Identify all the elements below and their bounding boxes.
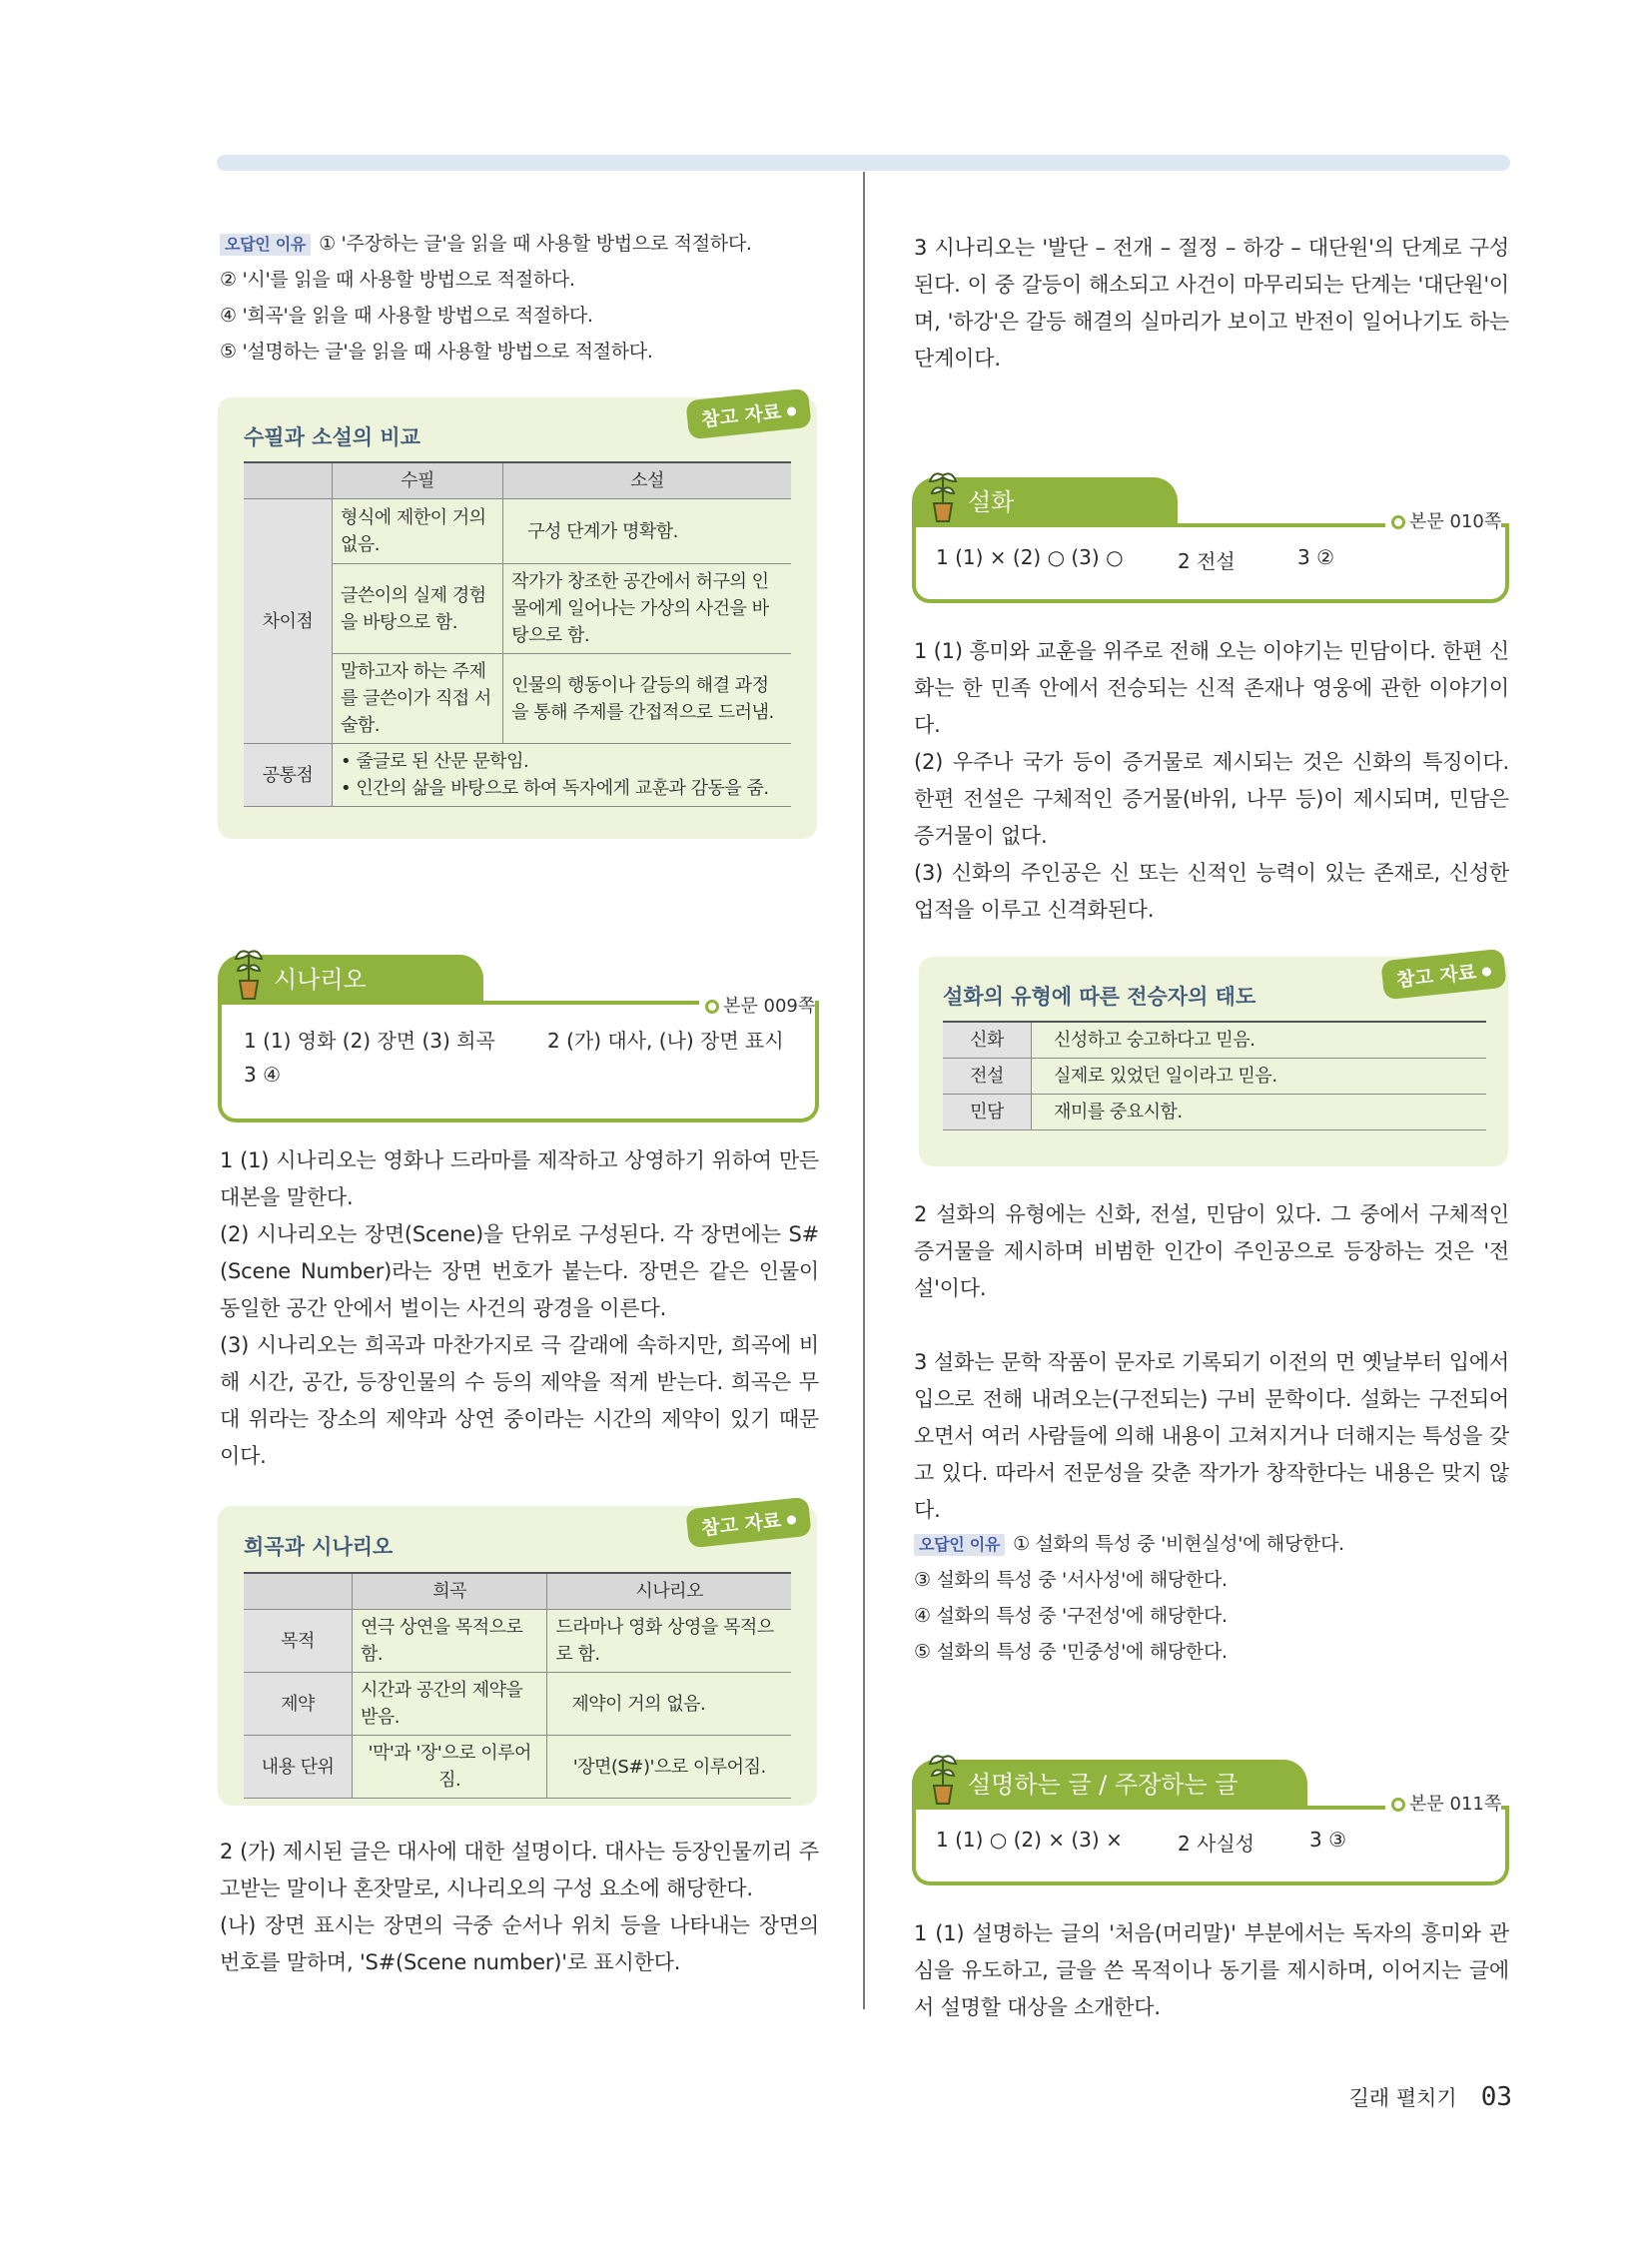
explain-paragraph: 1 (1) 시나리오는 영화나 드라마를 제작하고 상영하기 위하여 만든 대본을 말한다. (220, 1148, 819, 1209)
col-header-drama: 희곡 (353, 1573, 547, 1610)
explain-paragraph: (3) 시나리오는 희곡과 마찬가지로 극 갈래에 속하지만, 희곡에 비해 시간, 공간, 등장인물의 수 등의 제약을 적게 받는다. 희곡은 무대 위라는 장소의 제약과 상연 중이라는 시간의 제약이 있기 때문이다. (220, 1333, 819, 1468)
row-header: 목적 (244, 1610, 353, 1673)
table-cell: 드라마나 영화 상영을 목적으로 함. (547, 1610, 791, 1673)
reference-title: 설화의 유형에 따른 전승자의 태도 (943, 985, 1256, 1009)
answer-3: 3 ② (1297, 545, 1335, 569)
wrong-reason-5: ⑤ 설화의 특성 중 '민중성'에 해당한다. (914, 1641, 1228, 1663)
page-reference: 본문 010쪽 (1385, 507, 1501, 533)
col-header-essay: 수필 (333, 462, 503, 499)
row-header: 내용 단위 (244, 1736, 353, 1799)
scenario-explanation-3: 3 시나리오는 '발단 – 전개 – 절정 – 하강 – 대단원'의 단계로 구성된다. 이 중 갈등이 해소되고 사건이 마무리되는 단계는 '대단원'이며, '하강'은 갈등 해결의 실마리가 보이고 반전이 일어나기도 하는 단계이다. (914, 236, 1509, 371)
explain-paragraph: 2 (가) 제시된 글은 대사에 대한 설명이다. 대사는 등장인물끼리 주고받는 말이나 혼잣말로, 시나리오의 구성 요소에 해당한다. (220, 1840, 819, 1900)
answer-1: 1 (1) 영화 (2) 장면 (3) 희곡 (244, 1029, 495, 1053)
expository-explanation: 1 (1) 설명하는 글의 '처음(머리말)' 부분에서는 독자의 흥미와 관심을 유도하고, 글을 쓴 목적이나 동기를 제시하며, 이어지는 글에서 설명할 대상을 소개한다. (914, 1921, 1509, 2019)
plant-icon (926, 1750, 960, 1806)
wrong-reason-5: ⑤ '설명하는 글'을 읽을 때 사용할 방법으로 적절하다. (220, 341, 653, 363)
left-wrong-reasons (220, 226, 819, 370)
wrong-reason-tag: 오답인 이유 (220, 234, 311, 256)
table-cell: 형식에 제한이 거의 없음. (333, 499, 503, 564)
col-header-scenario: 시나리오 (547, 1573, 791, 1610)
section-expository-argumentative (912, 1760, 1509, 1885)
reference-badge: 참고 자료 (1380, 949, 1506, 1001)
answer-1: 1 (1) ○ (2) × (3) × (936, 1828, 1123, 1852)
answer-2: 2 사실성 (1178, 1832, 1255, 1856)
table-cell: '막'과 '장'으로 이루어짐. (353, 1736, 547, 1799)
table-cell: 인물의 행동이나 갈등의 해결 과정을 통해 주제를 간접적으로 드러냄. (503, 654, 791, 744)
row-header: 민담 (943, 1095, 1032, 1130)
page-dot-icon (1391, 1798, 1405, 1812)
scenario-explanation-1 (220, 1142, 819, 1475)
essay-novel-table (244, 461, 791, 807)
plant-icon (926, 467, 960, 523)
wrong-reason-2: ② '시'를 읽을 때 사용할 방법으로 적절하다. (220, 269, 575, 291)
folktale-explanation-3: 3 설화는 문학 작품이 문자로 기록되기 이전의 먼 옛날부터 입에서 입으로 전해 내려오는(구전되는) 구비 문학이다. 설화는 구전되어 오면서 여러 사람들에 의해 내용이 고쳐지거나 더해지는 특성을 갖고 있다. 따라서 전문성을 갖춘 작가가 창작한다는 내용은 맞지 않다. (914, 1350, 1509, 1522)
explain-paragraph: (2) 시나리오는 장면(Scene)을 단위로 구성된다. 각 장면에는 S#(Scene Number)라는 장면 번호가 붙는다. 장면은 같은 인물이 동일한 공간 안에서 벌이는 사건의 광경을 이른다. (220, 1222, 819, 1320)
row-header-common: 공통점 (244, 744, 333, 807)
section-folktale (912, 477, 1509, 603)
reference-badge: 참고 자료 (685, 1497, 811, 1549)
common-item-1: • 줄글로 된 산문 문학임. (341, 751, 529, 772)
row-header: 신화 (943, 1022, 1032, 1059)
folktale-explanation-2: 2 설화의 유형에는 신화, 전설, 민담이 있다. 그 중에서 구체적인 증거물을 제시하며 비범한 인간이 주인공으로 등장하는 것은 '전설'이다. (914, 1202, 1509, 1300)
scenario-explanation-2 (220, 1834, 819, 1981)
table-cell: 글쓴이의 실제 경험을 바탕으로 함. (333, 564, 503, 654)
wrong-reason-tag: 오답인 이유 (914, 1534, 1005, 1556)
explain-paragraph: 1 (1) 흥미와 교훈을 위주로 전해 오는 이야기는 민담이다. 한편 신화는 한 민족 안에서 전승되는 신적 존재나 영웅에 관한 이야기이다. (914, 639, 1509, 737)
answer-2: 2 전설 (1178, 549, 1236, 573)
row-header-diff: 차이점 (244, 499, 333, 744)
column-divider (863, 172, 865, 2009)
footer-label: 길래 펼치기 (1348, 2086, 1457, 2110)
table-cell: 신성하고 숭고하다고 믿음. (1032, 1022, 1487, 1059)
drama-scenario-table (244, 1572, 791, 1799)
wrong-reason-4: ④ '희곡'을 읽을 때 사용할 방법으로 적절하다. (220, 305, 593, 327)
section-scenario (218, 955, 819, 1122)
reference-title: 희곡과 시나리오 (244, 1535, 394, 1559)
table-cell: '장면(S#)'으로 이루어짐. (547, 1736, 791, 1799)
page-dot-icon (705, 1000, 719, 1014)
table-cell: 구성 단계가 명확함. (503, 499, 791, 564)
explain-paragraph: (3) 신화의 주인공은 신 또는 신적인 능력이 있는 존재로, 신성한 업적을 이루고 신격화된다. (914, 861, 1509, 922)
reference-title: 수필과 소설의 비교 (244, 425, 420, 449)
col-header-novel: 소설 (503, 462, 791, 499)
folktale-explanation-1 (914, 633, 1509, 929)
row-header: 전설 (943, 1059, 1032, 1095)
folktale-table (943, 1021, 1486, 1130)
table-cell: 실제로 있었던 일이라고 믿음. (1032, 1059, 1487, 1095)
table-cell: 제약이 거의 없음. (547, 1673, 791, 1736)
common-item-2: • 인간의 삶을 바탕으로 하여 독자에게 교훈과 감동을 줌. (341, 778, 769, 799)
wrong-reason-3: ③ 설화의 특성 중 '서사성'에 해당한다. (914, 1569, 1228, 1591)
wrong-reason-1: ① 설화의 특성 중 '비현실성'에 해당한다. (1013, 1533, 1344, 1555)
page-reference: 본문 009쪽 (699, 992, 815, 1018)
right-wrong-reasons (914, 1526, 1509, 1670)
page-footer (1349, 2082, 1512, 2112)
section-title: 시나리오 (218, 955, 483, 1003)
reference-badge: 참고 자료 (685, 388, 811, 440)
section-title: 설명하는 글 / 주장하는 글 (912, 1760, 1307, 1808)
table-cell: 연극 상연을 목적으로 함. (353, 1610, 547, 1673)
section-title: 설화 (912, 477, 1178, 525)
table-cell: 시간과 공간의 제약을 받음. (353, 1673, 547, 1736)
page-reference: 본문 011쪽 (1385, 1790, 1501, 1816)
table-cell: 말하고자 하는 주제를 글쓴이가 직접 서술함. (333, 654, 503, 744)
table-cell: 작가가 창조한 공간에서 허구의 인물에게 일어나는 가상의 사건을 바탕으로 함. (503, 564, 791, 654)
answer-1: 1 (1) × (2) ○ (3) ○ (936, 545, 1124, 569)
answer-3: 3 ③ (1309, 1828, 1347, 1852)
wrong-reason-1: ① '주장하는 글'을 읽을 때 사용할 방법으로 적절하다. (319, 233, 752, 255)
answer-2: 2 (가) 대사, (나) 장면 표시 (547, 1029, 784, 1053)
explain-paragraph: (나) 장면 표시는 장면의 극중 순서나 위치 등을 나타내는 장면의 번호를 말하며, 'S#(Scene number)'로 표시한다. (220, 1913, 819, 1974)
plant-icon (232, 945, 266, 1001)
explain-paragraph: (2) 우주나 국가 등이 증거물로 제시되는 것은 신화의 특징이다. 한편 전설은 구체적인 증거물(바위, 나무 등)이 제시되며, 민담은 증거물이 없다. (914, 750, 1509, 848)
answer-3: 3 ④ (244, 1063, 282, 1087)
page-number: 03 (1480, 2082, 1512, 2112)
page-dot-icon (1391, 515, 1405, 529)
top-decor-bar (217, 155, 1510, 171)
wrong-reason-4: ④ 설화의 특성 중 '구전성'에 해당한다. (914, 1605, 1228, 1627)
row-header: 제약 (244, 1673, 353, 1736)
table-cell: 재미를 중요시함. (1032, 1095, 1487, 1130)
